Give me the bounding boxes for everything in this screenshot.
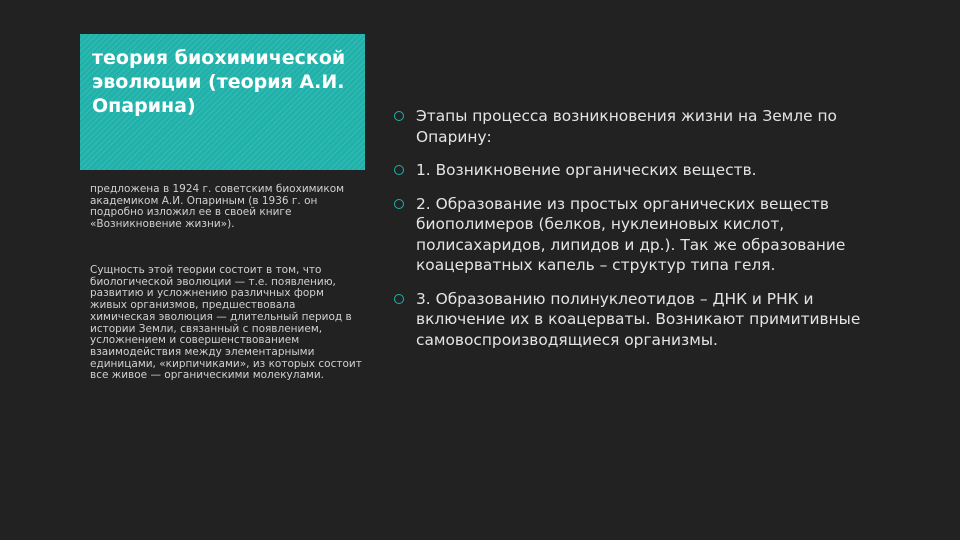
circle-bullet-icon <box>394 294 404 304</box>
list-item <box>394 106 864 147</box>
circle-bullet-icon <box>394 111 404 121</box>
circle-bullet-icon <box>394 165 404 175</box>
circle-bullet-icon <box>394 199 404 209</box>
list-item-text: Этапы процесса возникновения жизни на Земле по Опарину: <box>416 107 837 146</box>
theory-essence-paragraph: Сущность этой теории состоит в том, что биологической эволюции — т.е. появлению, развитию и усложнению различных форм живых организмов, предшествовала химическая эволюция — длительный период в истории Земли, связанный с появлением, усложнением и совершенствованием взаимодействия между элементарными единицами, «кирпичиками», из которых состоит все живое — органическими молекулами. <box>90 264 362 382</box>
list-item-text: 3. Образованию полинуклеотидов – ДНК и РНК и включение их в коацерваты. Возникают примитивные самовоспроизводящиеся организмы. <box>416 289 861 349</box>
list-item <box>394 289 864 351</box>
list-item <box>394 194 864 276</box>
slide-title: теория биохимической эволюции (теория А.И. Опарина) <box>92 47 346 117</box>
title-box <box>80 34 365 170</box>
list-item-text: 1. Возникновение органических веществ. <box>416 161 757 179</box>
list-item-text: 2. Образование из простых органических веществ биополимеров (белков, нуклеиновых кислот, полисахаридов, липидов и др.). Так же образование коацерватных капель – структур типа геля. <box>416 194 846 274</box>
stages-list <box>394 106 864 363</box>
list-item <box>394 160 864 181</box>
intro-paragraph: предложена в 1924 г. советским биохимиком академиком А.И. Опариным (в 1936 г. он подробно изложил ее в своей книге «Возникновение жизни»). <box>90 183 345 231</box>
